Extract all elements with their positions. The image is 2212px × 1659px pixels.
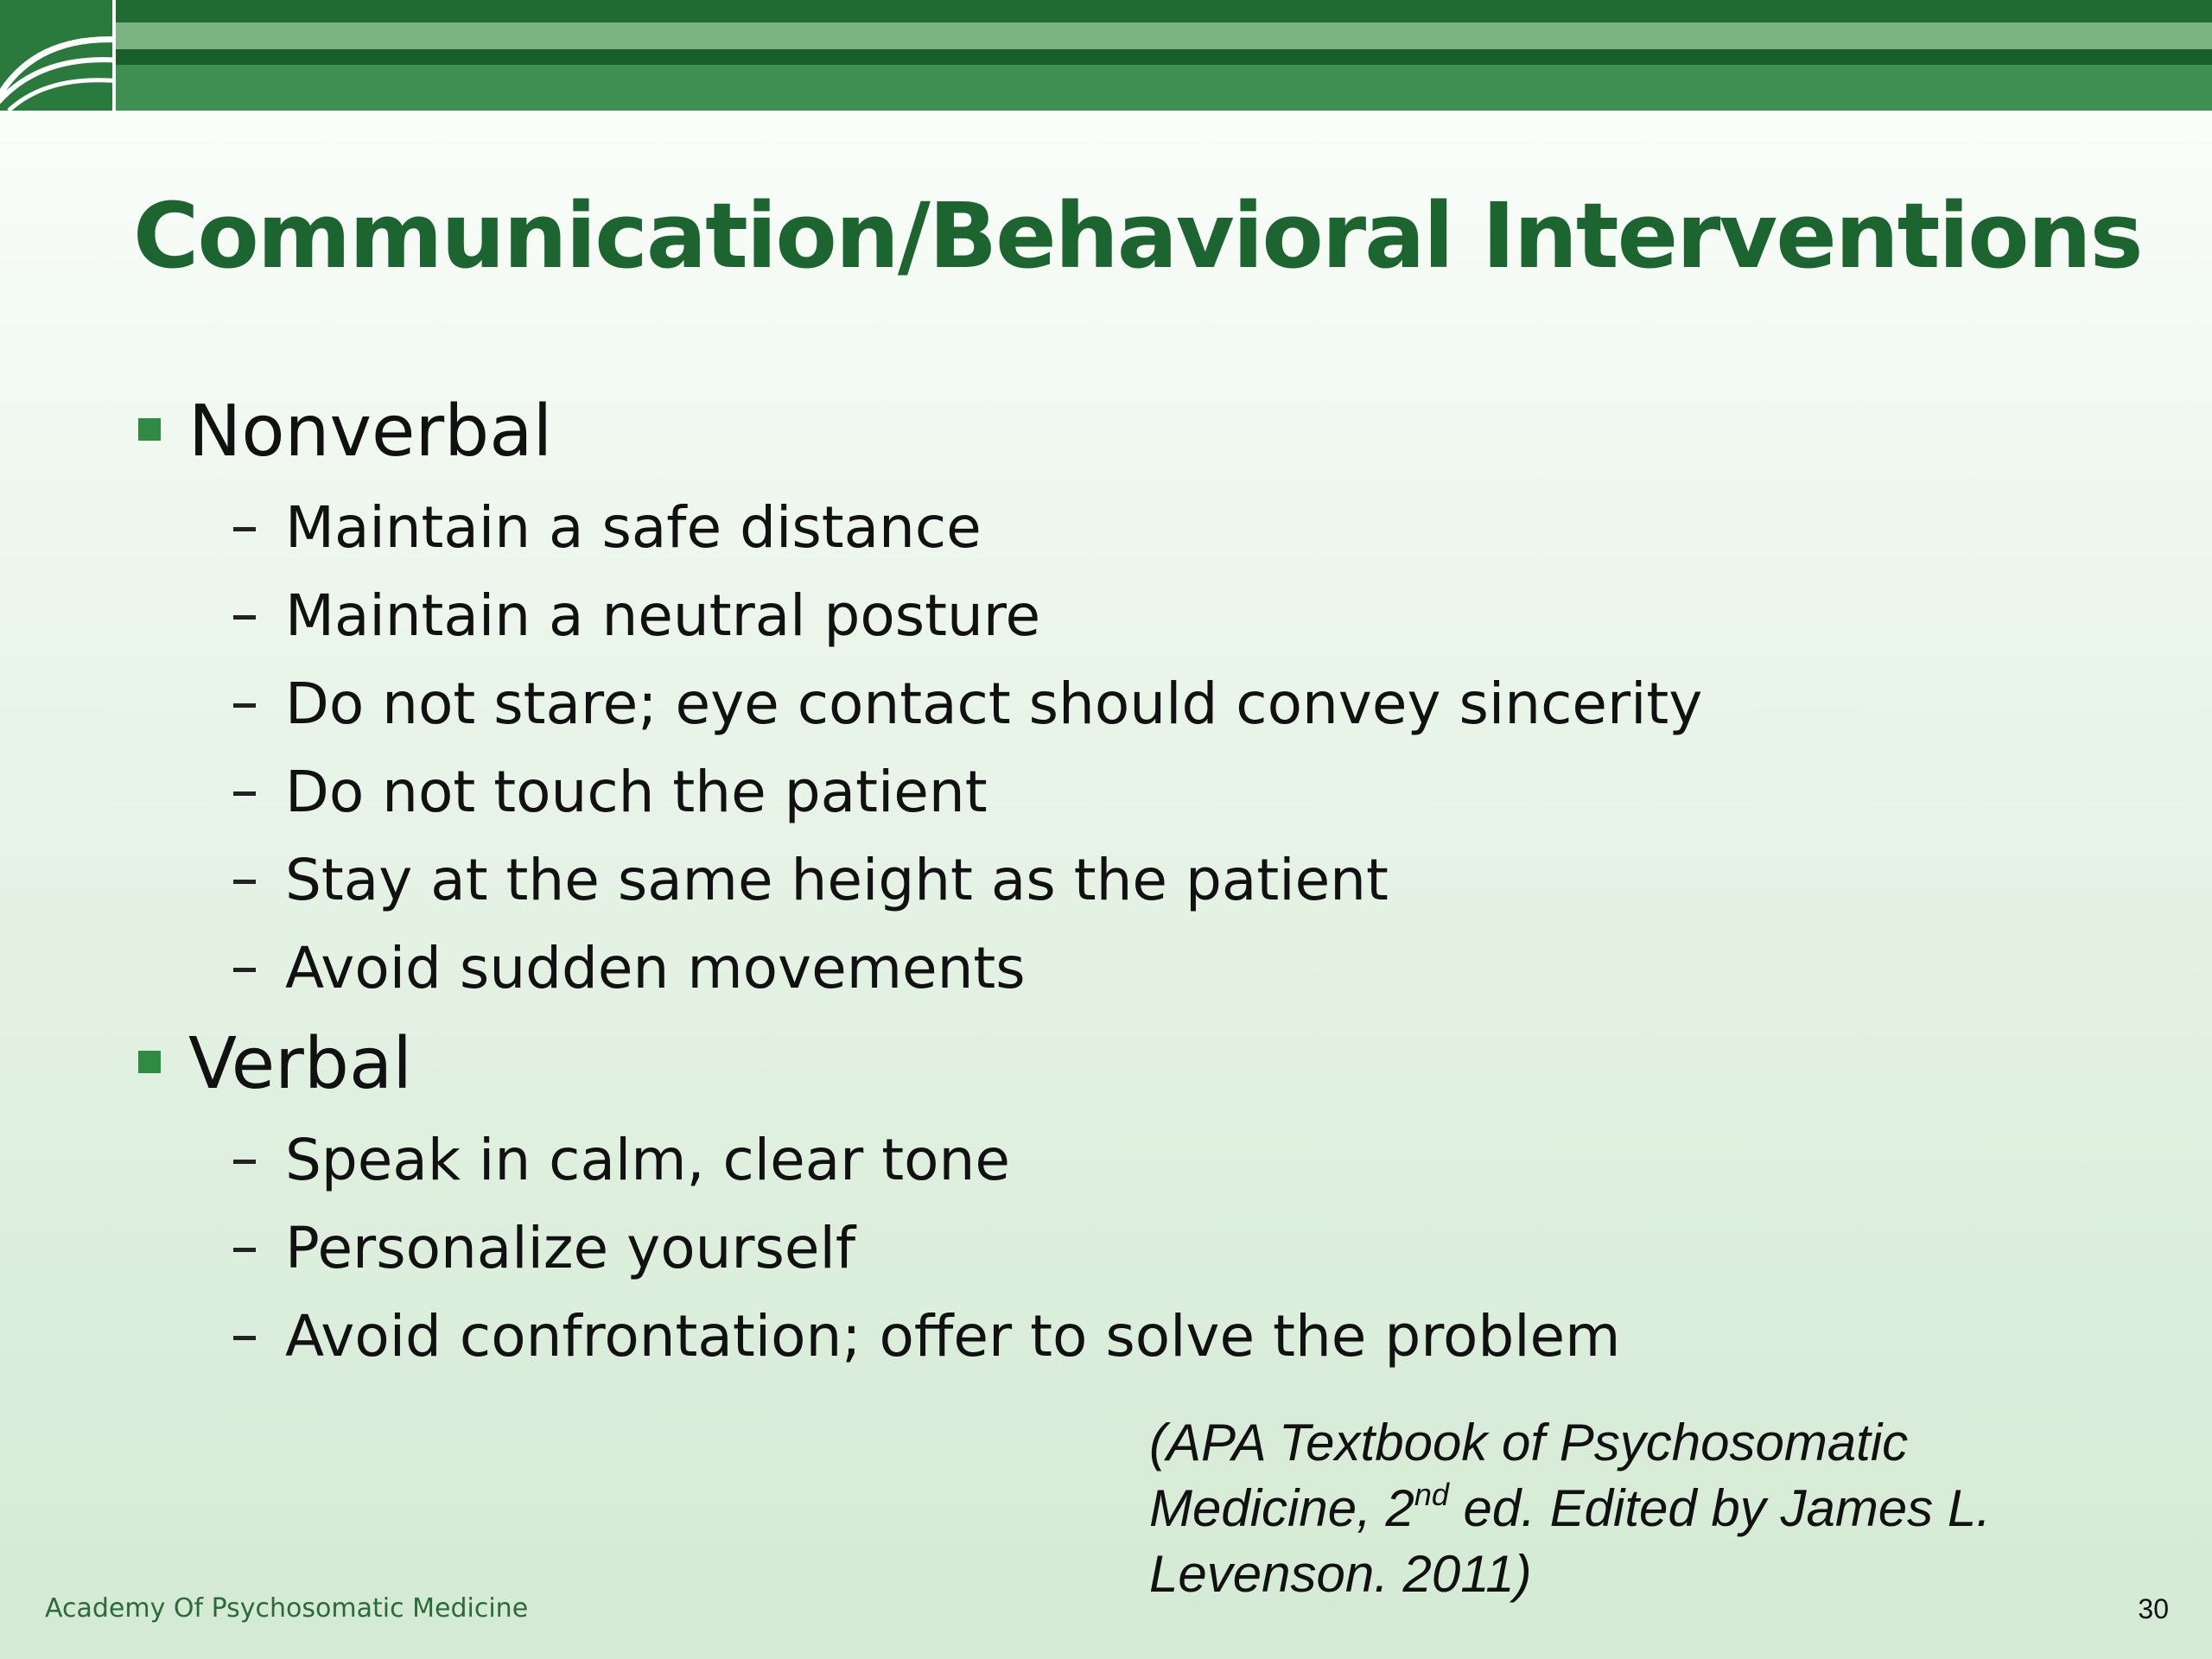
dash-bullet-icon xyxy=(233,1248,256,1252)
list-item-text: Do not stare; eye contact should convey sincerity xyxy=(285,671,1703,737)
list-item xyxy=(233,753,2134,831)
list-item xyxy=(233,1122,2134,1199)
header-band xyxy=(0,0,2212,111)
list-item-text: Stay at the same height as the patient xyxy=(285,847,1389,913)
dash-bullet-icon xyxy=(233,968,256,972)
header-bar xyxy=(116,49,2212,65)
list-item xyxy=(233,1298,2134,1376)
list-item xyxy=(233,665,2134,743)
list-item xyxy=(233,577,2134,655)
citation-line xyxy=(1149,1476,2134,1541)
arc-logo-icon xyxy=(0,0,112,111)
list-item xyxy=(233,930,2134,1007)
list-item-text: Avoid sudden movements xyxy=(285,935,1026,1001)
dash-bullet-icon xyxy=(233,880,256,884)
list-item-text: Do not touch the patient xyxy=(285,759,988,825)
header-bar xyxy=(116,0,2212,22)
dash-bullet-icon xyxy=(233,615,256,620)
square-bullet-icon xyxy=(138,418,161,441)
dash-bullet-icon xyxy=(233,1336,256,1340)
citation xyxy=(1149,1410,2134,1607)
header-bar xyxy=(116,22,2212,49)
list-item xyxy=(233,489,2134,567)
page-number: 30 xyxy=(2138,1593,2169,1624)
square-bullet-icon xyxy=(138,1051,161,1073)
citation-text: ed. Edited by James L. xyxy=(1448,1479,1991,1537)
list-item xyxy=(233,842,2134,919)
list-item-text: Personalize yourself xyxy=(285,1215,856,1281)
bullet-verbal xyxy=(138,1021,2126,1108)
list-item-text: Speak in calm, clear tone xyxy=(285,1127,1010,1193)
dash-bullet-icon xyxy=(233,1160,256,1164)
list-item-text: Maintain a safe distance xyxy=(285,494,982,561)
bullet-nonverbal xyxy=(138,389,2126,475)
bullet-heading: Nonverbal xyxy=(188,391,553,473)
citation-superscript: nd xyxy=(1414,1477,1449,1512)
citation-line: (APA Textbook of Psychosomatic xyxy=(1149,1414,1909,1471)
dash-bullet-icon xyxy=(233,791,256,796)
citation-line: Levenson. 2011) xyxy=(1149,1545,1532,1603)
list-item-text: Avoid confrontation; offer to solve the problem xyxy=(285,1303,1621,1370)
list-item-text: Maintain a neutral posture xyxy=(285,582,1041,649)
slide-title: Communication/Behavioral Interventions xyxy=(133,183,2142,289)
footer-organization: Academy Of Psychosomatic Medicine xyxy=(45,1593,529,1624)
list-item xyxy=(233,1210,2134,1287)
header-bar xyxy=(116,65,2212,111)
dash-bullet-icon xyxy=(233,527,256,531)
dash-bullet-icon xyxy=(233,703,256,708)
bullet-heading: Verbal xyxy=(188,1023,412,1105)
citation-text: Medicine, 2 xyxy=(1149,1479,1414,1537)
